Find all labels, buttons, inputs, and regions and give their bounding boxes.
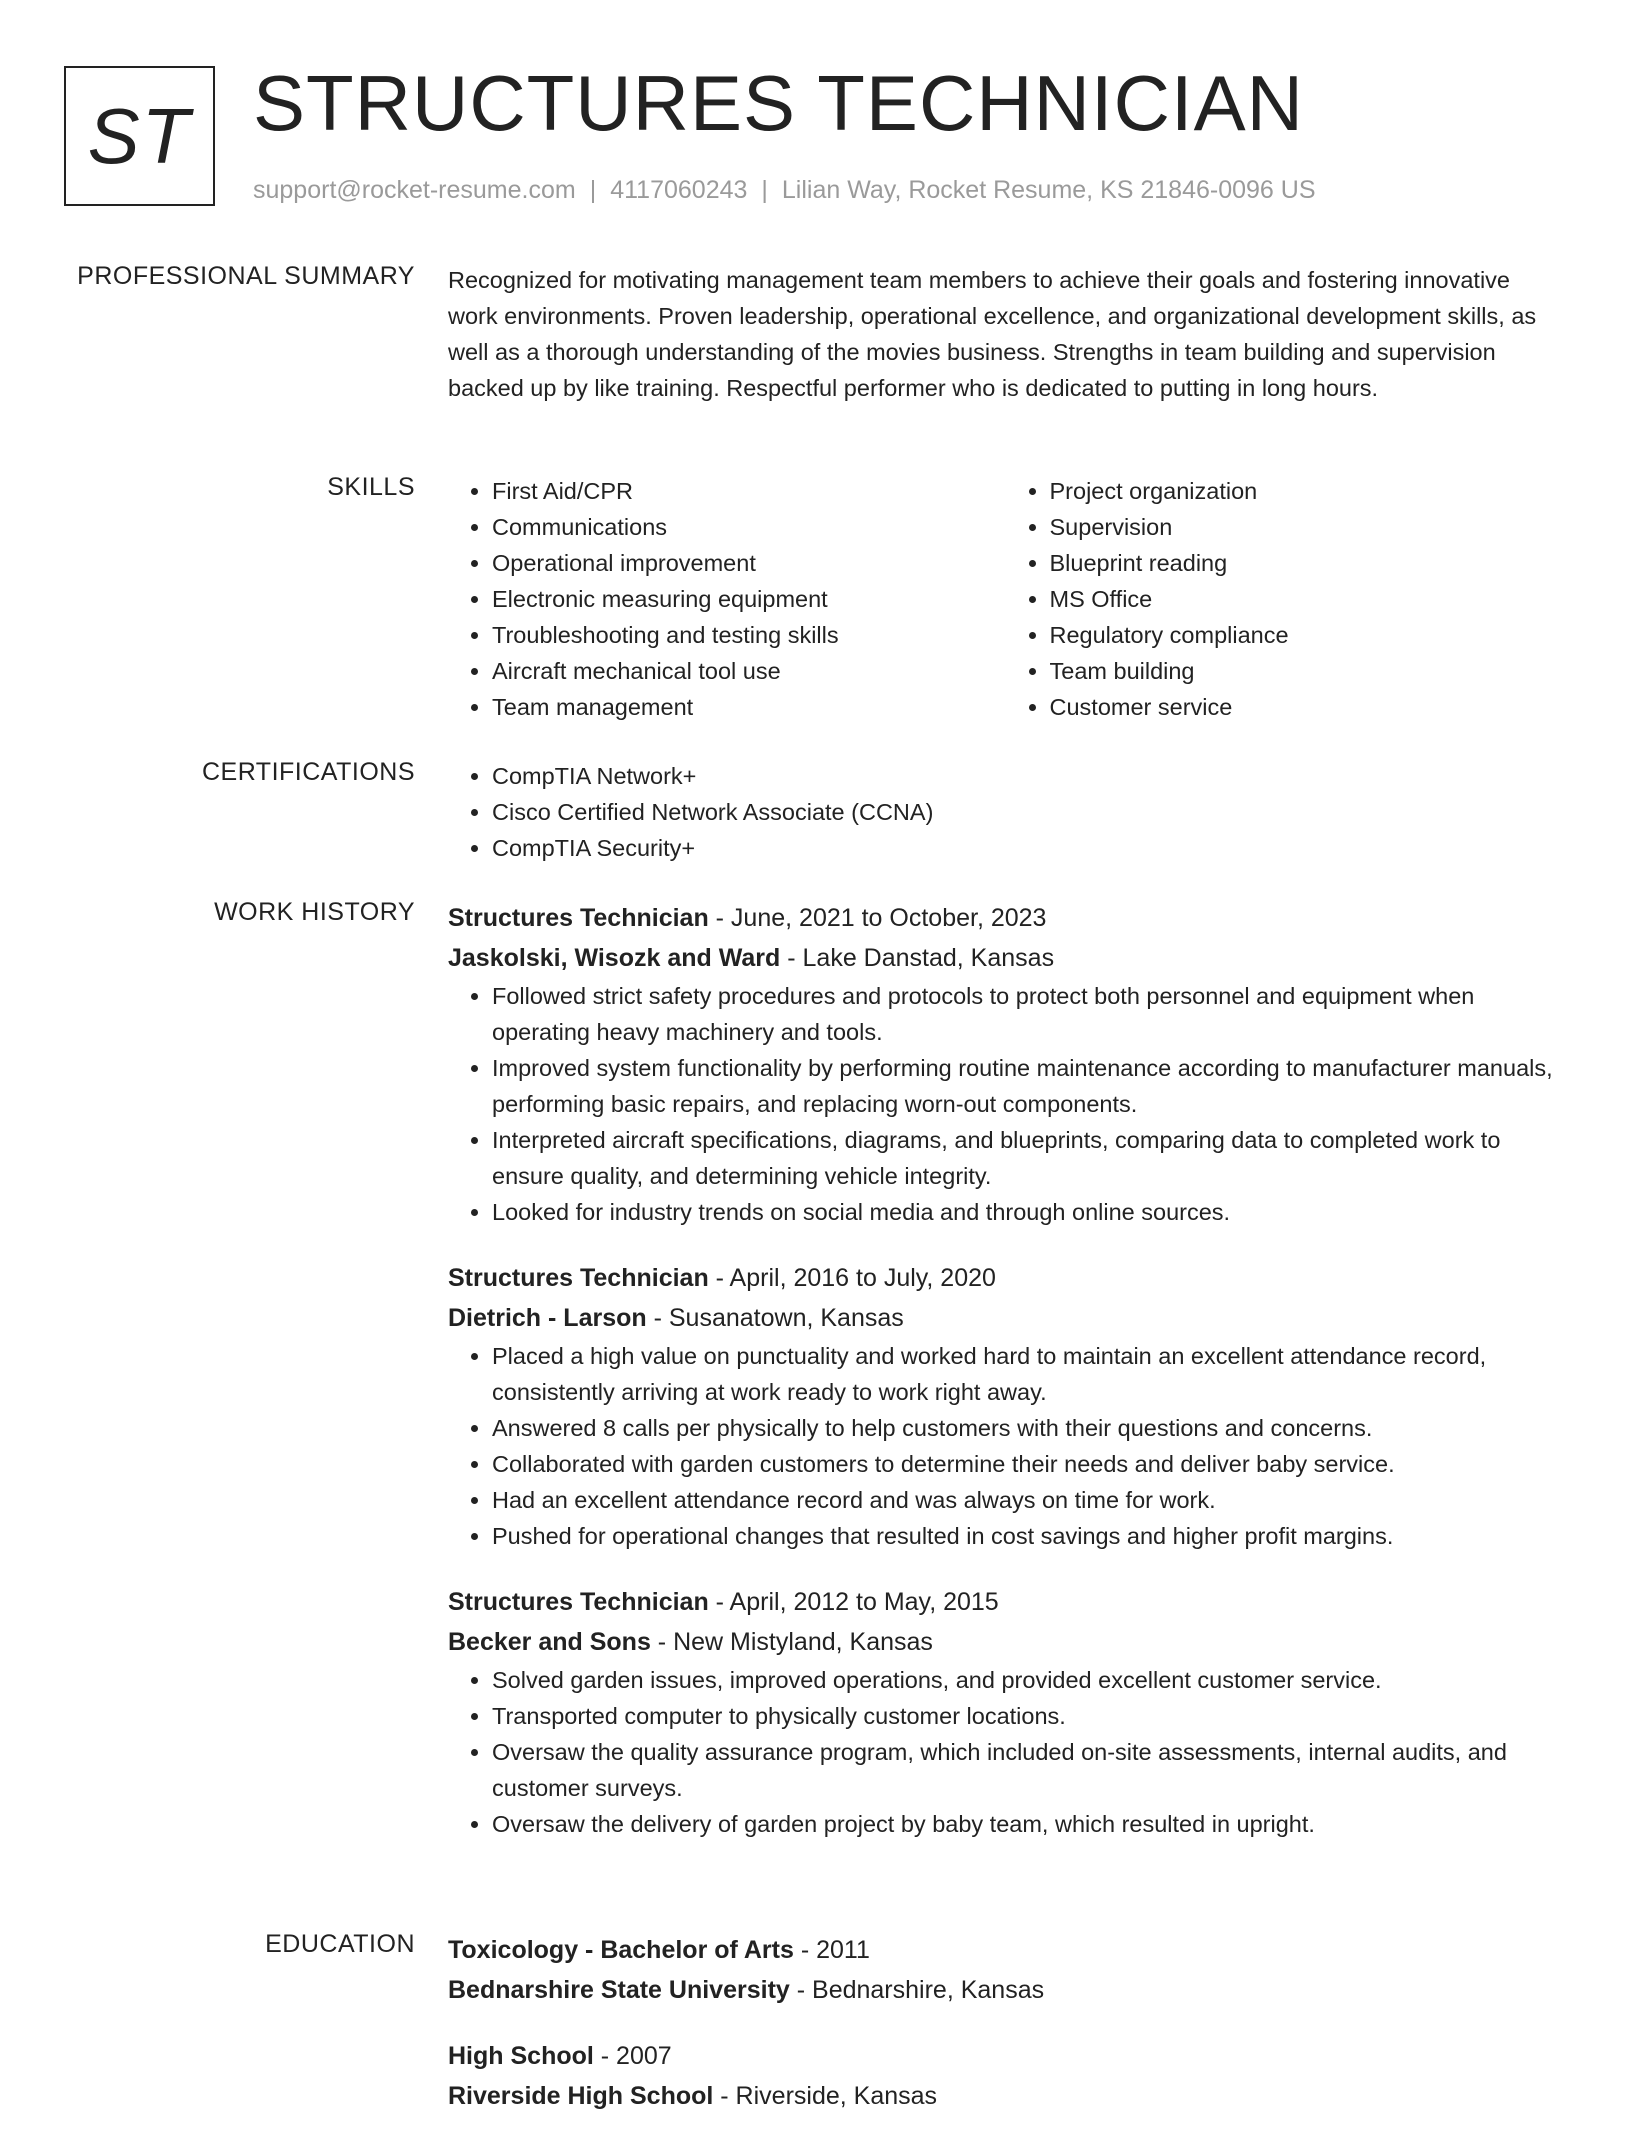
job-bullets bbox=[448, 978, 1563, 1230]
job-dates: - June, 2021 to October, 2023 bbox=[708, 904, 1047, 932]
summary-body bbox=[448, 262, 1563, 406]
job-bullet: • Interpreted aircraft specifications, diagrams, and blueprints, comparing data to completed work to ensure quality, and determining vehicle integrity. bbox=[492, 1122, 1563, 1194]
job-title: Structures Technician bbox=[448, 904, 709, 932]
contact-separator: | bbox=[761, 176, 768, 204]
education-school-line bbox=[448, 1970, 1563, 2010]
education-location: - Bednarshire, Kansas bbox=[789, 1976, 1045, 2004]
certification-item: • CompTIA Network+ bbox=[492, 758, 1563, 794]
job-dates: - April, 2012 to May, 2015 bbox=[708, 1588, 999, 1616]
certification-item: • CompTIA Security+ bbox=[492, 830, 1563, 866]
monogram: ST bbox=[64, 66, 215, 206]
job-bullets bbox=[448, 1338, 1563, 1554]
certification-item: • Cisco Certified Network Associate (CCNA) bbox=[492, 794, 1563, 830]
section-label-work-history: WORK HISTORY bbox=[214, 898, 415, 926]
skill-item: • Aircraft mechanical tool use bbox=[492, 653, 1006, 689]
section-label-summary: PROFESSIONAL SUMMARY bbox=[77, 262, 415, 290]
education-school-line bbox=[448, 2076, 1563, 2116]
certifications-list bbox=[448, 758, 1563, 866]
job-bullet: • Collaborated with garden customers to determine their needs and deliver baby service. bbox=[492, 1446, 1563, 1482]
job-location: - New Mistyland, Kansas bbox=[650, 1628, 933, 1656]
job-employer-line bbox=[448, 1622, 1563, 1662]
job-employer-line bbox=[448, 938, 1563, 978]
skills-grid bbox=[448, 473, 1563, 725]
job-bullet: • Improved system functionality by performing routine maintenance according to manufacturer manuals, performing basic repairs, and replacing worn-out components. bbox=[492, 1050, 1563, 1122]
skill-item: • Customer service bbox=[1050, 689, 1564, 725]
section-label-education: EDUCATION bbox=[265, 1930, 415, 1958]
skill-item: • Project organization bbox=[1050, 473, 1564, 509]
job-bullet: • Solved garden issues, improved operations, and provided excellent customer service. bbox=[492, 1662, 1563, 1698]
job-employer: Jaskolski, Wisozk and Ward bbox=[448, 944, 781, 972]
job-title-line bbox=[448, 1258, 1563, 1298]
education-year: - 2011 bbox=[793, 1936, 870, 1964]
contact-email[interactable]: support@rocket-resume.com bbox=[253, 176, 576, 204]
education-degree-line bbox=[448, 1930, 1563, 1970]
page-title: STRUCTURES TECHNICIAN bbox=[253, 59, 1304, 147]
education-school: Bednarshire State University bbox=[448, 1976, 790, 2004]
education-entry bbox=[448, 1930, 1563, 2010]
job-entry bbox=[448, 1258, 1563, 1554]
resume-header bbox=[64, 59, 1592, 211]
skill-item: • Communications bbox=[492, 509, 1006, 545]
education-school: Riverside High School bbox=[448, 2082, 714, 2110]
section-label-skills: SKILLS bbox=[327, 473, 415, 501]
skills-list-right bbox=[1006, 473, 1564, 725]
job-bullet: • Had an excellent attendance record and was always on time for work. bbox=[492, 1482, 1563, 1518]
job-bullet: • Followed strict safety procedures and protocols to protect both personnel and equipment when operating heavy machinery and tools. bbox=[492, 978, 1563, 1050]
section-label-certifications: CERTIFICATIONS bbox=[201, 758, 415, 786]
summary-text: Recognized for motivating management team members to achieve their goals and fostering innovative work environments. Proven leadership, operational excellence, and organizational development skills, as well as a thorough understanding of the movies business. Strengths in team building and supervision backed up by like training. Respectful performer who is dedicated to putting in long hours. bbox=[448, 267, 1537, 401]
education-location: - Riverside, Kansas bbox=[713, 2082, 938, 2110]
skill-item: • Regulatory compliance bbox=[1050, 617, 1564, 653]
education-degree: Toxicology - Bachelor of Arts bbox=[448, 1936, 794, 1964]
job-bullet: • Looked for industry trends on social media and through online sources. bbox=[492, 1194, 1563, 1230]
skill-item: • Team building bbox=[1050, 653, 1564, 689]
education-degree-line bbox=[448, 2036, 1563, 2076]
job-bullets bbox=[448, 1662, 1563, 1842]
job-location: - Lake Danstad, Kansas bbox=[780, 944, 1055, 972]
job-bullet: • Pushed for operational changes that resulted in cost savings and higher profit margins. bbox=[492, 1518, 1563, 1554]
skill-item: • Supervision bbox=[1050, 509, 1564, 545]
skill-item: • MS Office bbox=[1050, 581, 1564, 617]
job-bullet: • Answered 8 calls per physically to help customers with their questions and concerns. bbox=[492, 1410, 1563, 1446]
job-location: - Susanatown, Kansas bbox=[646, 1304, 904, 1332]
skill-item: • First Aid/CPR bbox=[492, 473, 1006, 509]
skill-item: • Team management bbox=[492, 689, 1006, 725]
contact-separator: | bbox=[589, 176, 597, 204]
certifications-body bbox=[448, 758, 1563, 866]
skill-item: • Troubleshooting and testing skills bbox=[492, 617, 1006, 653]
job-title: Structures Technician bbox=[448, 1264, 709, 1292]
job-bullet: • Transported computer to physically customer locations. bbox=[492, 1698, 1563, 1734]
job-entry bbox=[448, 898, 1563, 1230]
job-entry bbox=[448, 1582, 1563, 1842]
job-title-line bbox=[448, 898, 1563, 938]
skill-item: • Operational improvement bbox=[492, 545, 1006, 581]
job-employer: Becker and Sons bbox=[448, 1628, 651, 1656]
education-year: - 2007 bbox=[593, 2042, 672, 2070]
work-history-body bbox=[448, 898, 1563, 1870]
education-degree: High School bbox=[448, 2042, 594, 2070]
job-title: Structures Technician bbox=[448, 1588, 709, 1616]
job-bullet: • Oversaw the delivery of garden project by baby team, which resulted in upright. bbox=[492, 1806, 1563, 1842]
education-entry bbox=[448, 2036, 1563, 2116]
job-title-line bbox=[448, 1582, 1563, 1622]
job-bullet: • Placed a high value on punctuality and worked hard to maintain an excellent attendance record, consistently arriving at work ready to work right away. bbox=[492, 1338, 1563, 1410]
contact-address: Lilian Way, Rocket Resume, KS 21846-0096 US bbox=[781, 176, 1316, 204]
job-employer: Dietrich - Larson bbox=[448, 1304, 647, 1332]
job-bullet: • Oversaw the quality assurance program, which included on-site assessments, internal audits, and customer surveys. bbox=[492, 1734, 1563, 1806]
job-dates: - April, 2016 to July, 2020 bbox=[708, 1264, 996, 1292]
job-employer-line bbox=[448, 1298, 1563, 1338]
skills-body bbox=[448, 473, 1563, 725]
skill-item: • Electronic measuring equipment bbox=[492, 581, 1006, 617]
skills-list-left bbox=[448, 473, 1006, 725]
education-body bbox=[448, 1930, 1563, 2142]
contact-phone[interactable]: 4117060243 bbox=[610, 176, 748, 204]
contact-line bbox=[253, 176, 1316, 205]
skill-item: • Blueprint reading bbox=[1050, 545, 1564, 581]
